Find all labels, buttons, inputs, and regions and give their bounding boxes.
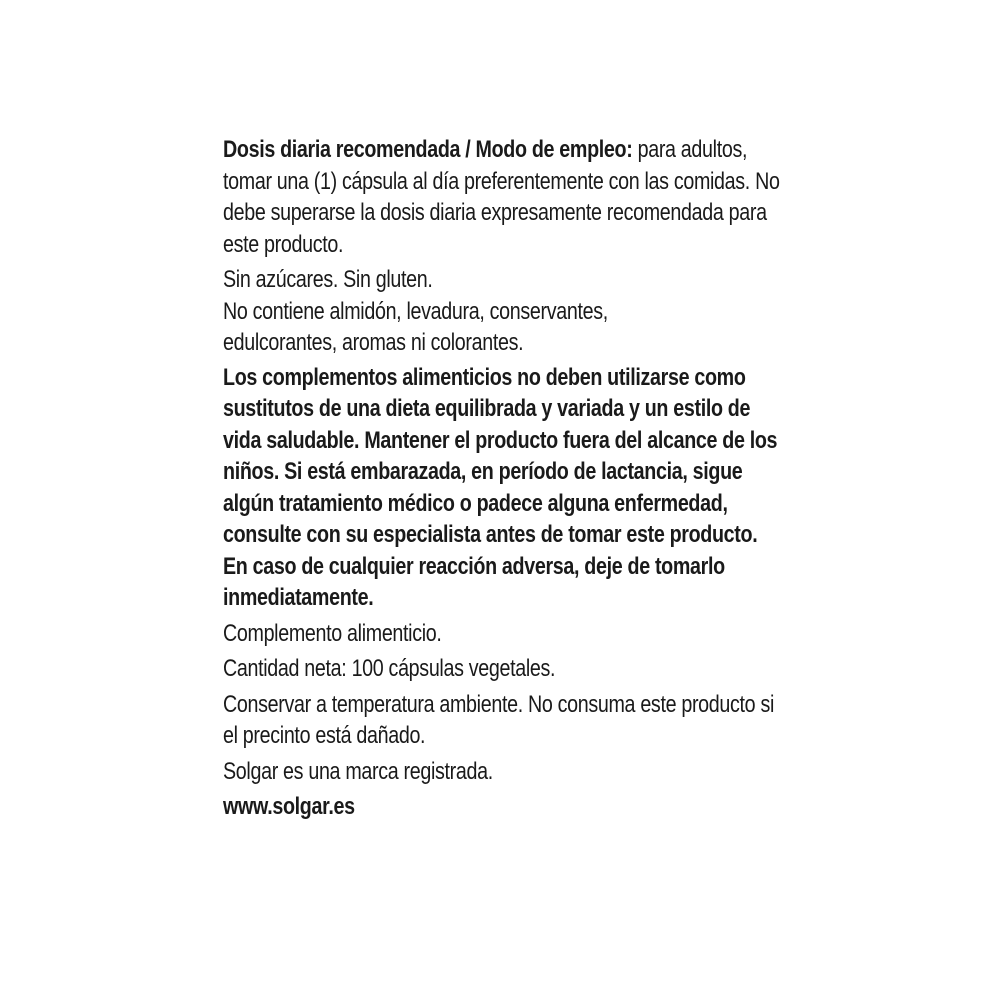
free-from-line-2: No contiene almidón, levadura, conservantes, [223,297,608,325]
website-link[interactable]: www.solgar.es [223,793,355,820]
free-from-line-3: edulcorantes, aromas ni colorantes. [223,329,524,356]
warning-paragraph [223,362,783,614]
net-quantity: Cantidad neta: 100 cápsulas vegetales. [223,655,556,682]
product-label-text [223,134,783,823]
free-from-paragraph [223,264,783,359]
dosage-text: para adultos, tomar una (1) cápsula al día preferentemente con las comidas. No debe superarse la dosis diaria expresamente recomendada para este producto. [223,136,780,258]
dosage-heading: Dosis diaria recomendada / Modo de empleo: [223,136,633,163]
free-from-line-1: Sin azúcares. Sin gluten. [223,266,433,293]
adverse-reaction-text: En caso de cualquier reacción adversa, deje de tomarlo inmediatamente. [223,552,725,611]
trademark-notice: Solgar es una marca registrada. [223,757,493,785]
product-type: Complemento alimenticio. [223,619,442,647]
dosage-paragraph [223,134,783,260]
storage-instructions: Conservar a temperatura ambiente. No consuma este producto si el precinto está dañado. [223,690,775,749]
warning-text: Los complementos alimenticios no deben utilizarse como sustitutos de una dieta equilibrada y variada y un estilo de vida saludable. Mantener el producto fuera del alcance de los niños. Si está embarazada, en período de lactancia, sigue algún tratamiento médico o padece alguna enfermedad, consulte con su especialista antes de tomar este producto. [223,363,778,548]
